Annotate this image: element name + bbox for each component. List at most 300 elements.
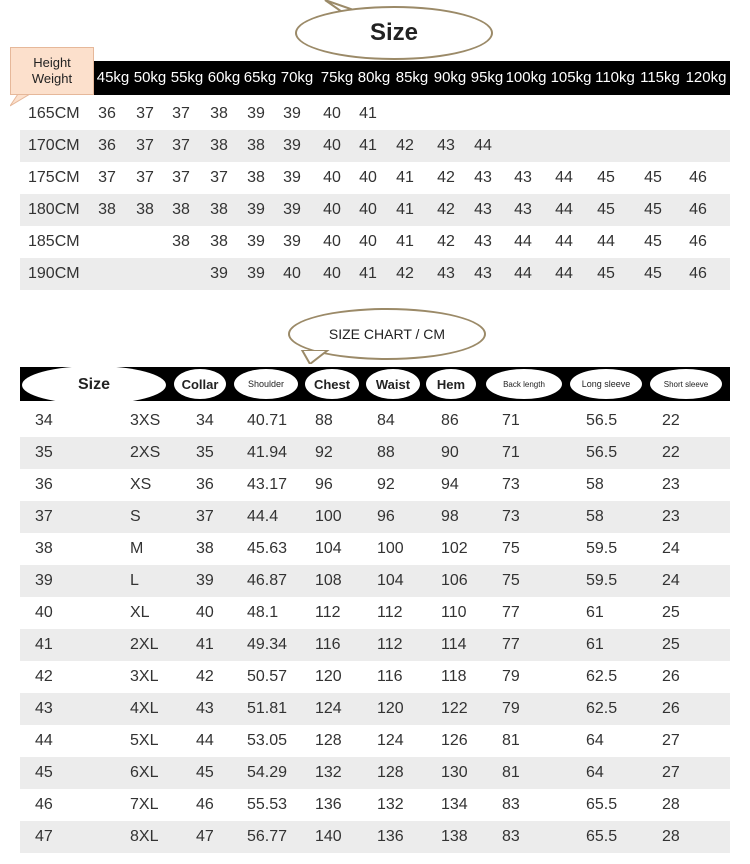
size-letter-cell: M (130, 540, 144, 557)
back-length-cell: 71 (502, 412, 520, 429)
short-sleeve-cell: 24 (662, 572, 680, 589)
long-sleeve-cell: 65.5 (586, 796, 618, 813)
size-cell: 38 (136, 201, 154, 218)
size-cell: 43 (474, 201, 492, 218)
size-cell: 40 (323, 265, 341, 282)
hem-cell: 130 (441, 764, 468, 781)
height-label-cell: 190CM (28, 265, 80, 282)
size-cell: 41 (359, 265, 377, 282)
short-sleeve-cell: 23 (662, 508, 680, 525)
hem-cell: 114 (441, 636, 467, 653)
height-row (20, 226, 730, 258)
size-title: Size (369, 19, 419, 46)
waist-cell: 136 (377, 828, 404, 845)
weight-header-cell: 95kg (470, 69, 504, 86)
size-cell: 43 (474, 233, 492, 250)
size-number-cell: 39 (35, 572, 53, 589)
size-cell: 44 (555, 201, 573, 218)
size-cell: 36 (98, 105, 116, 122)
collar-cell: 42 (196, 668, 214, 685)
size-cell: 43 (474, 265, 492, 282)
size-number-cell: 36 (35, 476, 53, 493)
waist-cell: 92 (377, 476, 395, 493)
collar-cell: 34 (196, 412, 214, 429)
size-cell: 39 (247, 105, 265, 122)
size-cell: 38 (98, 201, 116, 218)
weight-header-cell: 45kg (96, 69, 130, 86)
size-letter-cell: 7XL (130, 796, 159, 813)
size-cell: 42 (437, 233, 455, 250)
shoulder-cell: 51.81 (247, 700, 288, 717)
height-row (20, 98, 730, 130)
size-number-cell: 45 (35, 764, 53, 781)
hem-cell: 106 (441, 572, 468, 589)
collar-cell: 37 (196, 508, 214, 525)
back-length-cell: 77 (502, 604, 520, 621)
long-sleeve-cell: 59.5 (586, 572, 618, 589)
size-cell: 44 (597, 233, 615, 250)
shoulder-cell: 53.05 (247, 732, 288, 749)
size-cell (426, 98, 466, 130)
size-cell: 42 (396, 137, 414, 154)
size-cell: 39 (283, 105, 301, 122)
size-chart-row (20, 821, 730, 853)
size-chart-row (20, 469, 730, 501)
waist-cell: 120 (377, 700, 404, 717)
size-number-cell: 47 (35, 828, 53, 845)
size-cell: 37 (172, 137, 190, 154)
size-cell (463, 98, 503, 130)
height-weight-badge (10, 47, 94, 95)
shoulder-cell: 55.53 (247, 796, 288, 813)
back-length-cell: 79 (502, 668, 520, 685)
size-cell: 45 (644, 233, 662, 250)
size-cell: 41 (359, 137, 377, 154)
size-cell: 40 (359, 169, 377, 186)
size-cell: 46 (689, 169, 707, 186)
waist-cell: 84 (377, 412, 395, 429)
shoulder-cell: 43.17 (247, 476, 288, 493)
chest-cell: 124 (315, 700, 342, 717)
header-size-label: Size (77, 376, 110, 393)
back-length-cell: 79 (502, 700, 520, 717)
size-letter-cell: 2XL (130, 636, 159, 653)
size-cell: 44 (514, 233, 532, 250)
size-chart-row (20, 629, 730, 661)
size-cell: 42 (396, 265, 414, 282)
short-sleeve-cell: 25 (662, 604, 680, 621)
weight-header-cell: 110kg (595, 69, 635, 86)
short-sleeve-cell: 25 (662, 636, 680, 653)
header-waist-label: Waist (375, 376, 411, 392)
weight-header-cell: 70kg (280, 69, 314, 86)
header-waist (366, 369, 420, 399)
size-cell: 44 (555, 169, 573, 186)
height-label-cell: 175CM (28, 169, 80, 186)
short-sleeve-cell: 28 (662, 796, 680, 813)
size-cell: 40 (323, 105, 341, 122)
size-chart-row (20, 565, 730, 597)
height-label-cell: 170CM (28, 137, 80, 154)
shoulder-cell: 49.34 (247, 636, 288, 653)
weight-header-cell: 115kg (640, 69, 680, 86)
weight-header-cell: 105kg (550, 69, 592, 86)
shoulder-cell: 41.94 (247, 444, 288, 461)
header-long-sleeve-label: Long sleeve (581, 379, 631, 389)
size-letter-cell: 3XS (130, 412, 161, 429)
size-cell: 38 (210, 137, 228, 154)
size-chart-row (20, 501, 730, 533)
size-cell (125, 226, 165, 258)
size-cell: 39 (247, 233, 265, 250)
header-size (22, 366, 166, 404)
chest-cell: 92 (315, 444, 333, 461)
collar-cell: 43 (196, 700, 214, 717)
long-sleeve-cell: 62.5 (586, 700, 618, 717)
size-number-cell: 40 (35, 604, 53, 621)
size-number-cell: 35 (35, 444, 53, 461)
size-chart-row (20, 437, 730, 469)
weight-header-cell: 60kg (207, 69, 241, 86)
long-sleeve-cell: 58 (586, 508, 604, 525)
weight-header-cell: 75kg (320, 69, 354, 86)
chest-cell: 112 (315, 604, 341, 621)
size-cell: 40 (359, 233, 377, 250)
weight-header-cell: 85kg (395, 69, 429, 86)
long-sleeve-cell: 56.5 (586, 412, 618, 429)
back-length-cell: 81 (502, 732, 520, 749)
short-sleeve-cell: 22 (662, 444, 680, 461)
size-cell: 40 (359, 201, 377, 218)
size-cell: 45 (644, 265, 662, 282)
collar-cell: 38 (196, 540, 214, 557)
size-cell: 39 (283, 169, 301, 186)
size-cell: 44 (555, 233, 573, 250)
collar-cell: 41 (196, 636, 214, 653)
short-sleeve-cell: 26 (662, 700, 680, 717)
size-cell: 37 (98, 169, 116, 186)
size-cell: 44 (514, 265, 532, 282)
hem-cell: 98 (441, 508, 459, 525)
hem-cell: 86 (441, 412, 459, 429)
size-cell (87, 226, 127, 258)
waist-cell: 116 (377, 668, 403, 685)
size-chart-row (20, 693, 730, 725)
chest-cell: 104 (315, 540, 342, 557)
back-length-cell: 71 (502, 444, 520, 461)
hem-cell: 138 (441, 828, 468, 845)
header-chest-label: Chest (313, 376, 351, 392)
hem-cell: 134 (441, 796, 468, 813)
waist-cell: 132 (377, 796, 404, 813)
hem-cell: 126 (441, 732, 468, 749)
collar-cell: 44 (196, 732, 214, 749)
size-letter-cell: L (130, 572, 139, 589)
size-title-bubble (295, 6, 493, 60)
size-cell (586, 130, 626, 162)
collar-cell: 35 (196, 444, 214, 461)
weight-header-cell: 120kg (685, 69, 727, 86)
shoulder-cell: 40.71 (247, 412, 288, 429)
size-letter-cell: S (130, 508, 141, 525)
size-number-cell: 43 (35, 700, 53, 717)
weight-header-cell: 80kg (357, 69, 391, 86)
size-cell: 39 (283, 233, 301, 250)
chest-cell: 136 (315, 796, 342, 813)
size-cell: 41 (396, 169, 414, 186)
shoulder-cell: 45.63 (247, 540, 288, 557)
shoulder-cell: 56.77 (247, 828, 288, 845)
hem-cell: 102 (441, 540, 468, 557)
size-cell (503, 130, 543, 162)
size-cell: 43 (437, 137, 455, 154)
size-cell: 39 (283, 201, 301, 218)
size-number-cell: 44 (35, 732, 53, 749)
size-cell (161, 258, 201, 290)
size-cell: 40 (323, 233, 341, 250)
size-cell (544, 98, 584, 130)
hem-cell: 122 (441, 700, 468, 717)
size-cell: 41 (396, 201, 414, 218)
back-length-cell: 75 (502, 572, 520, 589)
long-sleeve-cell: 65.5 (586, 828, 618, 845)
long-sleeve-cell: 62.5 (586, 668, 618, 685)
height-label-cell: 185CM (28, 233, 80, 250)
size-cell: 37 (172, 105, 190, 122)
size-cell: 39 (210, 265, 228, 282)
long-sleeve-cell: 59.5 (586, 540, 618, 557)
waist-cell: 112 (377, 604, 403, 621)
size-cell: 45 (644, 169, 662, 186)
size-cell (125, 258, 165, 290)
size-letter-cell: 4XL (130, 700, 159, 717)
size-cell: 37 (136, 169, 154, 186)
short-sleeve-cell: 28 (662, 828, 680, 845)
size-cell: 38 (247, 169, 265, 186)
size-letter-cell: 2XS (130, 444, 161, 461)
header-shoulder-label: Shoulder (247, 379, 285, 389)
size-cell: 41 (359, 105, 377, 122)
size-chart-row (20, 725, 730, 757)
size-cell (503, 98, 543, 130)
long-sleeve-cell: 64 (586, 732, 604, 749)
long-sleeve-cell: 61 (586, 604, 604, 621)
size-cell: 36 (98, 137, 116, 154)
size-number-cell: 38 (35, 540, 53, 557)
size-cell: 43 (514, 169, 532, 186)
size-cell: 45 (597, 201, 615, 218)
back-length-cell: 81 (502, 764, 520, 781)
header-chest (305, 369, 359, 399)
chest-cell: 116 (315, 636, 341, 653)
collar-cell: 47 (196, 828, 214, 845)
size-chart-title: SIZE CHART / CM (328, 326, 446, 342)
size-letter-cell: 8XL (130, 828, 159, 845)
size-number-cell: 42 (35, 668, 53, 685)
size-number-cell: 46 (35, 796, 53, 813)
hem-cell: 110 (441, 604, 467, 621)
shoulder-cell: 46.87 (247, 572, 288, 589)
size-chart-row (20, 789, 730, 821)
height-label: Height (33, 55, 71, 70)
weight-header-cell: 65kg (243, 69, 277, 86)
collar-cell: 36 (196, 476, 214, 493)
chest-cell: 140 (315, 828, 342, 845)
header-hem (426, 369, 476, 399)
collar-cell: 45 (196, 764, 214, 781)
height-row (20, 162, 730, 194)
header-collar-label: Collar (181, 376, 219, 392)
long-sleeve-cell: 61 (586, 636, 604, 653)
shoulder-cell: 50.57 (247, 668, 288, 685)
collar-cell: 39 (196, 572, 214, 589)
size-letter-cell: XL (130, 604, 150, 621)
header-shoulder (234, 369, 298, 399)
size-cell: 46 (689, 201, 707, 218)
size-cell: 45 (597, 169, 615, 186)
weight-header-cell: 55kg (170, 69, 204, 86)
header-back-length-label: Back length (503, 379, 545, 389)
weight-header-cell: 90kg (433, 69, 467, 86)
size-cell: 41 (396, 233, 414, 250)
chest-cell: 96 (315, 476, 333, 493)
size-chart-row (20, 661, 730, 693)
long-sleeve-cell: 64 (586, 764, 604, 781)
weight-header-cell: 100kg (505, 69, 547, 86)
back-length-cell: 77 (502, 636, 520, 653)
size-cell: 46 (689, 233, 707, 250)
waist-cell: 104 (377, 572, 404, 589)
waist-cell: 100 (377, 540, 404, 557)
height-row (20, 130, 730, 162)
size-cell: 37 (136, 137, 154, 154)
chest-cell: 100 (315, 508, 342, 525)
size-cell: 43 (514, 201, 532, 218)
height-label-cell: 180CM (28, 201, 80, 218)
shoulder-cell: 54.29 (247, 764, 288, 781)
size-cell: 38 (247, 137, 265, 154)
chart-bubble-tail (300, 350, 330, 364)
size-cell: 38 (172, 201, 190, 218)
size-cell (87, 258, 127, 290)
long-sleeve-cell: 58 (586, 476, 604, 493)
back-length-cell: 83 (502, 796, 520, 813)
back-length-cell: 73 (502, 476, 520, 493)
size-cell: 37 (136, 105, 154, 122)
size-cell: 40 (323, 137, 341, 154)
chest-cell: 88 (315, 412, 333, 429)
waist-cell: 96 (377, 508, 395, 525)
waist-cell: 124 (377, 732, 404, 749)
short-sleeve-cell: 22 (662, 412, 680, 429)
header-long-sleeve (570, 369, 642, 399)
size-cell (385, 98, 425, 130)
chest-cell: 128 (315, 732, 342, 749)
size-cell: 44 (555, 265, 573, 282)
size-number-cell: 34 (35, 412, 53, 429)
size-cell: 45 (597, 265, 615, 282)
size-chart-row (20, 533, 730, 565)
size-cell: 39 (247, 201, 265, 218)
size-cell: 40 (323, 169, 341, 186)
chest-cell: 132 (315, 764, 342, 781)
header-back-length (486, 369, 562, 399)
collar-cell: 40 (196, 604, 214, 621)
hem-cell: 90 (441, 444, 459, 461)
weight-label: Weight (31, 71, 73, 86)
header-collar (174, 369, 226, 399)
size-cell: 42 (437, 169, 455, 186)
size-cell: 44 (474, 137, 492, 154)
hem-cell: 118 (441, 668, 467, 685)
header-short-sleeve (650, 369, 722, 399)
size-cell: 43 (437, 265, 455, 282)
size-cell: 43 (474, 169, 492, 186)
collar-cell: 46 (196, 796, 214, 813)
size-cell: 45 (644, 201, 662, 218)
size-cell (678, 130, 718, 162)
shoulder-cell: 44.4 (247, 508, 279, 525)
short-sleeve-cell: 26 (662, 668, 680, 685)
size-chart-row (20, 597, 730, 629)
size-cell: 37 (210, 169, 228, 186)
size-cell (633, 130, 673, 162)
size-chart-row (20, 757, 730, 789)
hem-cell: 94 (441, 476, 459, 493)
header-short-sleeve-label: Short sleeve (663, 379, 709, 389)
short-sleeve-cell: 27 (662, 764, 680, 781)
size-cell: 46 (689, 265, 707, 282)
size-cell (678, 98, 718, 130)
short-sleeve-cell: 27 (662, 732, 680, 749)
short-sleeve-cell: 24 (662, 540, 680, 557)
height-label-cell: 165CM (28, 105, 80, 122)
back-length-cell: 75 (502, 540, 520, 557)
size-cell: 37 (172, 169, 190, 186)
back-length-cell: 83 (502, 828, 520, 845)
height-row (20, 258, 730, 290)
size-letter-cell: 6XL (130, 764, 159, 781)
chest-cell: 108 (315, 572, 342, 589)
size-cell: 40 (283, 265, 301, 282)
height-row (20, 194, 730, 226)
back-length-cell: 73 (502, 508, 520, 525)
size-cell (544, 130, 584, 162)
size-letter-cell: XS (130, 476, 152, 493)
size-cell: 39 (283, 137, 301, 154)
size-cell (586, 98, 626, 130)
size-cell: 38 (210, 201, 228, 218)
waist-cell: 128 (377, 764, 404, 781)
waist-cell: 88 (377, 444, 395, 461)
size-cell (633, 98, 673, 130)
size-cell: 38 (210, 233, 228, 250)
weight-header-cell: 50kg (133, 69, 167, 86)
size-letter-cell: 3XL (130, 668, 159, 685)
long-sleeve-cell: 56.5 (586, 444, 618, 461)
chest-cell: 120 (315, 668, 342, 685)
short-sleeve-cell: 23 (662, 476, 680, 493)
size-letter-cell: 5XL (130, 732, 159, 749)
size-number-cell: 37 (35, 508, 53, 525)
size-chart-row (20, 405, 730, 437)
size-number-cell: 41 (35, 636, 53, 653)
size-cell: 38 (210, 105, 228, 122)
size-cell: 39 (247, 265, 265, 282)
waist-cell: 112 (377, 636, 403, 653)
shoulder-cell: 48.1 (247, 604, 279, 621)
size-cell: 42 (437, 201, 455, 218)
